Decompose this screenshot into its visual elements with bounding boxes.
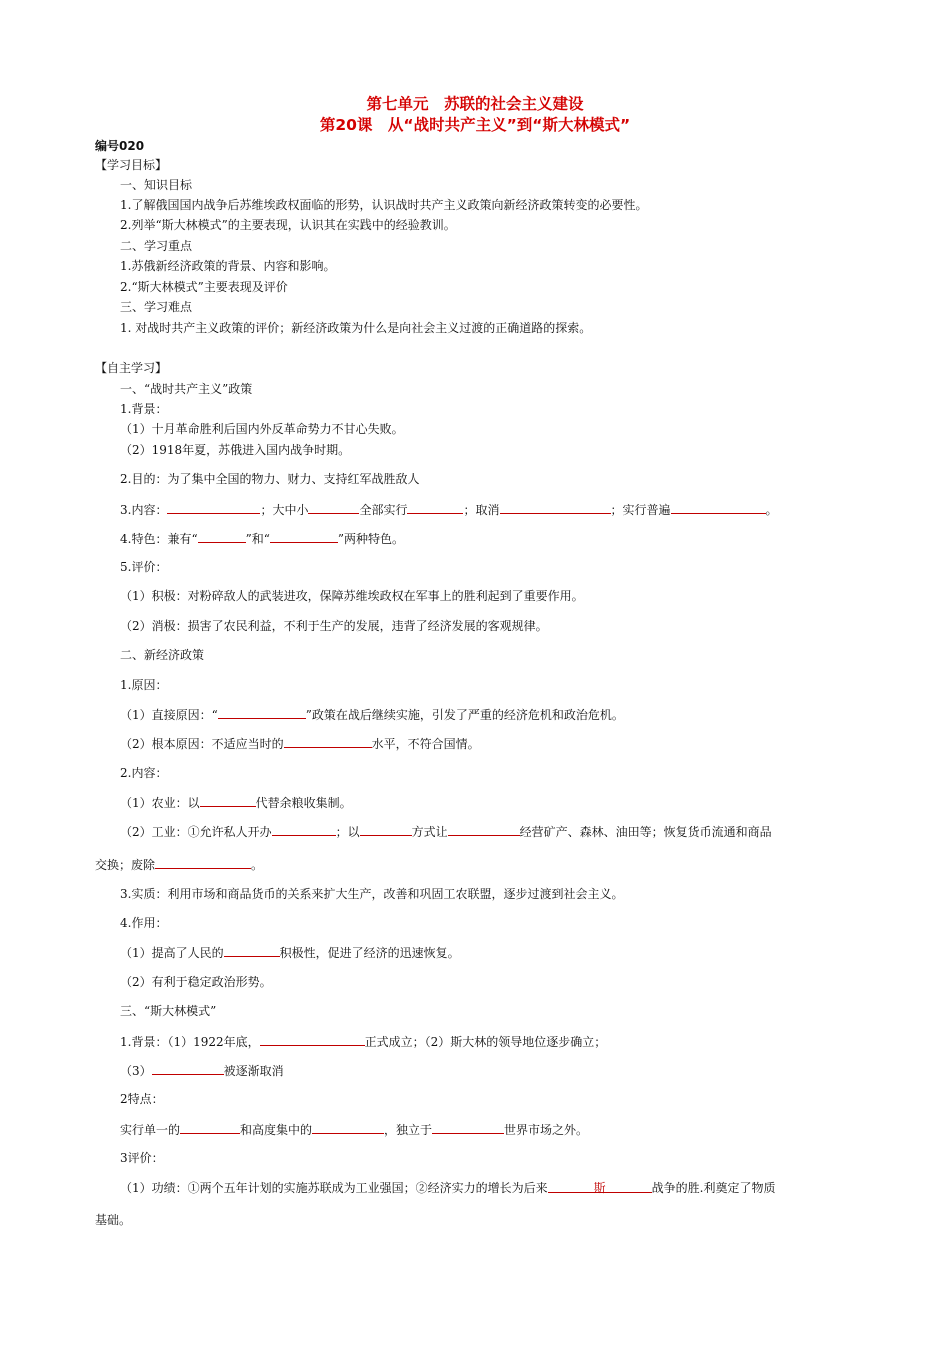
unit-title: 第七单元 苏联的社会主义建设: [366, 95, 584, 113]
lesson-title: 第20课 从“战时共产主义”到“斯大林模式”: [319, 116, 631, 134]
section-1-heading: 一、“战时共产主义”政策: [120, 382, 253, 396]
blank-field[interactable]: [152, 1062, 224, 1075]
self-study-heading: 【自主学习】: [95, 361, 168, 375]
purpose: 2.目的：为了集中全国的物力、财力、支持红军战胜敌人: [120, 472, 420, 486]
section-2-heading: 二、新经济政策: [120, 648, 205, 662]
section-3-heading: 三、“斯大林模式”: [120, 1004, 217, 1018]
content-2-label: 2.内容：: [120, 766, 168, 780]
focus-1: 1.苏俄新经济政策的背景、内容和影响。: [120, 259, 336, 273]
difficulty-1: 1. 对战时共产主义政策的评价；新经济政策为什么是向社会主义过渡的正确道路的探索。: [120, 321, 592, 335]
stalin-background-3: （3） 被逐渐取消: [120, 1064, 284, 1078]
evaluation-negative: （2）消极：损害了农民利益，不利于生产的发展，违背了经济发展的客观规律。: [120, 619, 548, 633]
knowledge-heading: 一、知识目标: [120, 178, 193, 192]
industry-line: （2）工业：①允许私人开办 ；以 方式让 经营矿产、森林、油田等；恢复货币流通和商品: [120, 825, 772, 839]
focus-2: 2.“斯大林模式”主要表现及评价: [120, 280, 288, 294]
essence: 3.实质：利用市场和商品货币的关系来扩大生产，改善和巩固工农联盟，逐步过渡到社会主义。: [120, 887, 624, 901]
evaluation-label: 5.评价：: [120, 560, 168, 574]
background-2: （2）1918年夏，苏俄进入国内战争时期。: [120, 443, 351, 457]
blank-field[interactable]: [260, 1033, 365, 1046]
stalin-background: 1.背景：（1）1922年底， 正式成立；（2）斯大林的领导地位逐步确立；: [120, 1035, 607, 1049]
stalin-achievement: （1）功绩：①两个五年计划的实施苏联成为工业强国；②经济实力的增长为后来 斯 战争的胜.利奠定了物质: [120, 1181, 776, 1195]
blank-field[interactable]: [671, 501, 766, 514]
effect-2: （2）有利于稳定政治形势。: [120, 975, 272, 989]
blank-field[interactable]: [180, 1121, 240, 1134]
cause-label: 1.原因：: [120, 678, 168, 692]
knowledge-goal-1: 1.了解俄国国内战争后苏维埃政权面临的形势，认识战时共产主义政策向新经济政策转变的必要性。: [120, 198, 648, 212]
blank-field[interactable]: [432, 1121, 504, 1134]
effect-1: （1）提高了人民的 积极性，促进了经济的迅速恢复。: [120, 946, 460, 960]
blank-field[interactable]: [360, 823, 412, 836]
stalin-features: 实行单一的 和高度集中的 ，独立于 世界市场之外。: [120, 1123, 589, 1137]
content-label: 3.内容：: [120, 503, 168, 517]
blank-field[interactable]: [270, 530, 338, 543]
blank-field[interactable]: [167, 501, 260, 514]
background-label: 1.背景：: [120, 402, 168, 416]
difficulty-heading: 三、学习难点: [120, 300, 193, 314]
blank-field[interactable]: [198, 530, 246, 543]
stalin-features-label: 2特点：: [120, 1092, 164, 1106]
focus-heading: 二、学习重点: [120, 239, 193, 253]
blank-field[interactable]: [200, 794, 256, 807]
goals-heading: 【学习目标】: [95, 158, 168, 172]
evaluation-positive: （1）积极：对粉碎敌人的武装进攻，保障苏维埃政权在军事上的胜利起到了重要作用。: [120, 589, 584, 603]
blank-field[interactable]: [272, 823, 336, 836]
blank-field[interactable]: [224, 944, 280, 957]
blank-field[interactable]: [500, 501, 611, 514]
agriculture-line: （1）农业：以 代替余粮收集制。: [120, 796, 352, 810]
blank-field[interactable]: [284, 735, 372, 748]
blank-field[interactable]: [448, 823, 520, 836]
cause-direct: （1）直接原因：“ ”政策在战后继续实施，引发了严重的经济危机和政治危机。: [120, 708, 624, 722]
background-1: （1）十月革命胜利后国内外反革命势力不甘心失败。: [120, 422, 404, 436]
feature-line: 4.特色：兼有“ ”和“ ”两种特色。: [120, 532, 405, 546]
blank-field[interactable]: [308, 501, 359, 514]
blank-field-filled[interactable]: 斯: [548, 1180, 652, 1193]
content-line: 3.内容： ；大中小 全部实行 ；取消 ；实行普遍 。: [120, 503, 778, 517]
knowledge-goal-2: 2.列举“斯大林模式”的主要表现，认识其在实践中的经验教训。: [120, 218, 456, 232]
doc-code: 编号020: [95, 139, 145, 153]
cause-root: （2）根本原因：不适应当时的 水平，不符合国情。: [120, 737, 480, 751]
stalin-evaluation-label: 3评价：: [120, 1151, 164, 1165]
blank-field[interactable]: [218, 706, 306, 719]
effect-label: 4.作用：: [120, 916, 168, 930]
blank-field[interactable]: [155, 856, 251, 869]
blank-field[interactable]: [312, 1121, 384, 1134]
industry-line-cont: 交换；废除 。: [95, 858, 264, 872]
blank-field[interactable]: [407, 501, 463, 514]
stalin-achievement-cont: 基础。: [95, 1213, 132, 1227]
